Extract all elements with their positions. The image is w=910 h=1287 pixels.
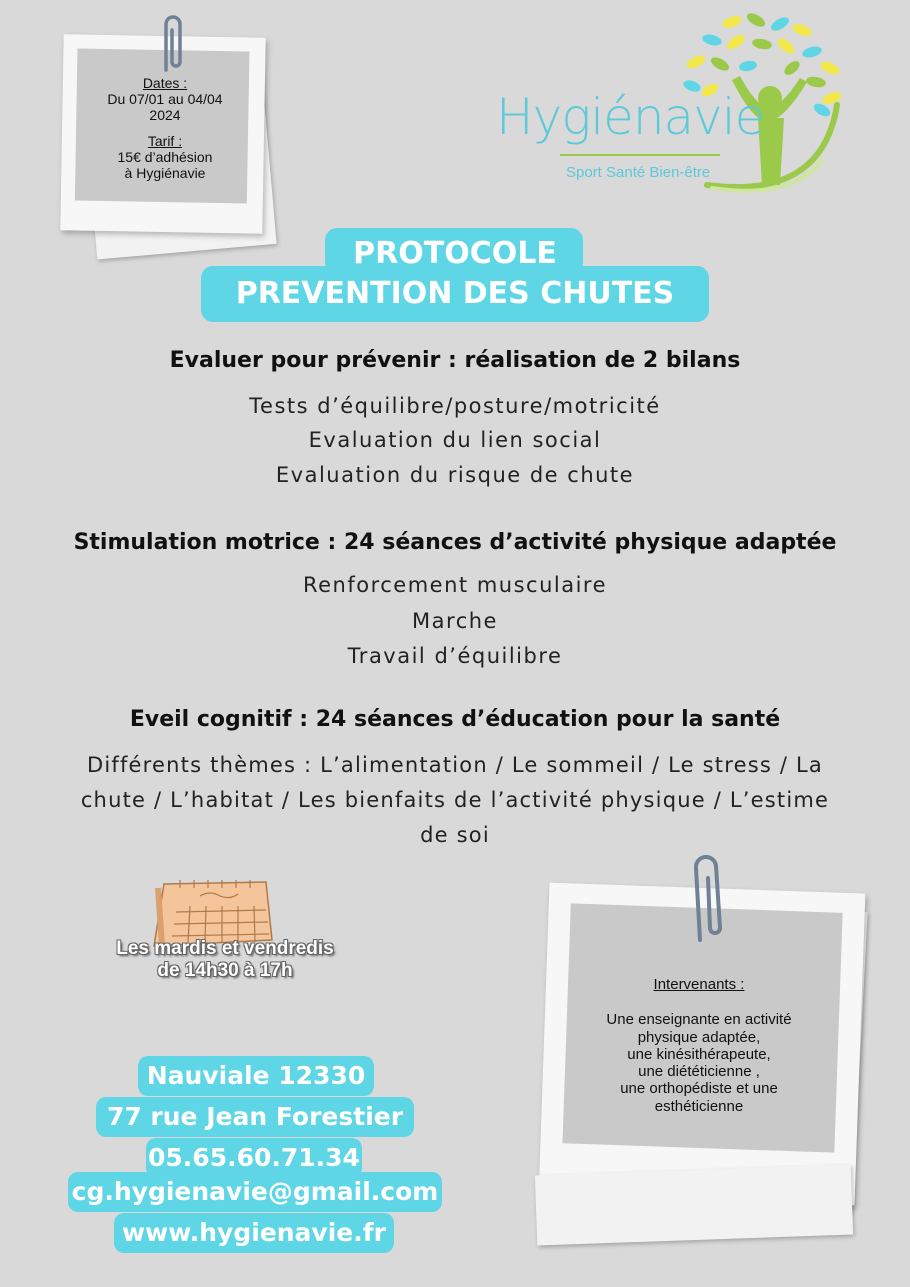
dates-value-2: 2024 xyxy=(149,107,181,124)
dates-value-1: Du 07/01 au 04/04 xyxy=(107,91,223,108)
title-line-2: PREVENTION DES CHUTES xyxy=(235,276,675,311)
section-1-line-2: Evaluation du lien social xyxy=(308,428,602,452)
schedule-line-2: de 14h30 à 17h xyxy=(157,960,293,981)
intervenant-line-6: esthéticienne xyxy=(654,1097,744,1115)
section-1-line-3: Evaluation du risque de chute xyxy=(275,463,635,487)
intervenants-label: Intervenants : xyxy=(653,976,745,993)
section-3-line-1: Différents thèmes : L’alimentation / Le sommeil / Le stress / La xyxy=(86,753,824,777)
section-3-line-2: chute / L’habitat / Les bienfaits de l’activité physique / L’estime xyxy=(80,788,830,812)
dates-label: Dates : xyxy=(142,75,188,91)
tarif-label: Tarif : xyxy=(147,133,183,150)
tarif-value-2: à Hygiénavie xyxy=(124,165,206,182)
section-2-line-3: Travail d’équilibre xyxy=(347,644,563,668)
contact-city: Nauviale 12330 xyxy=(138,1056,374,1096)
section-heading-1: Evaluer pour prévenir : réalisation de 2 bilans xyxy=(169,348,741,373)
section-heading-3: Eveil cognitif : 24 séances d’éducation pour la santé xyxy=(129,707,781,732)
logo-underline xyxy=(560,154,720,156)
contact-email[interactable]: cg.hygienavie@gmail.com xyxy=(68,1172,442,1212)
section-2-line-2: Marche xyxy=(412,609,498,633)
schedule xyxy=(60,938,390,982)
contact-phone: 05.65.60.71.34 xyxy=(146,1138,362,1178)
contact-street: 77 rue Jean Forestier xyxy=(96,1097,414,1137)
contact-website[interactable]: www.hygienavie.fr xyxy=(114,1213,394,1253)
logo-tagline: Sport Santé Bien-être xyxy=(566,164,711,181)
paperclip-icon xyxy=(156,12,190,76)
logo-name: Hygiénavie xyxy=(496,88,765,146)
schedule-line-1: Les mardis et vendredis xyxy=(116,938,334,959)
section-heading-2: Stimulation motrice : 24 séances d’activité physique adaptée xyxy=(73,530,837,555)
tarif-value-1: 15€ d’adhésion xyxy=(117,149,213,166)
intervenant-line-5: une orthopédiste et une xyxy=(620,1080,778,1098)
section-3-line-3: de soi xyxy=(420,823,490,847)
section-2-line-1: Renforcement musculaire xyxy=(302,573,608,597)
title-line-1: PROTOCOLE xyxy=(353,236,557,271)
intervenant-line-1: Une enseignante en activité xyxy=(606,1011,792,1029)
paperclip-icon xyxy=(688,852,728,948)
section-1-line-1: Tests d’équilibre/posture/motricité xyxy=(249,394,661,418)
note-bottom-sheet xyxy=(535,1165,853,1246)
intervenant-line-4: une diététicienne , xyxy=(638,1063,760,1080)
intervenant-line-3: une kinésithérapeute, xyxy=(627,1045,771,1063)
intervenant-line-2: physique adaptée, xyxy=(637,1028,761,1046)
